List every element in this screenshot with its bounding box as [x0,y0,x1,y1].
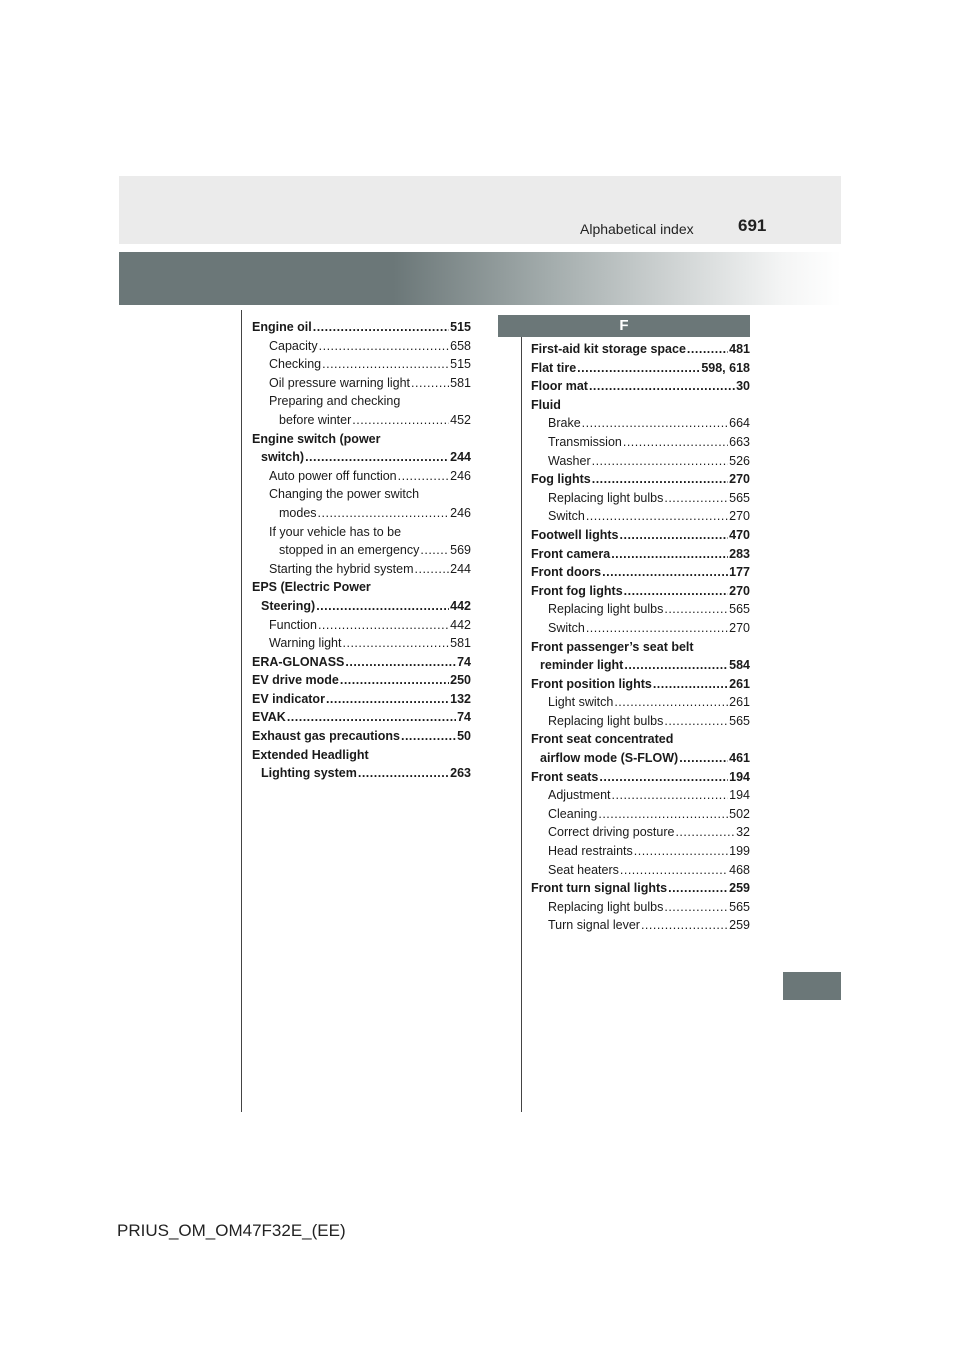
dot-leader [664,489,728,508]
index-page-number: 442 [450,598,471,613]
index-term: EV drive mode [252,673,339,688]
index-term: Seat heaters [548,862,619,877]
letter-heading: F [498,315,750,337]
index-page-number: 502 [729,806,750,821]
index-entry [531,861,750,880]
index-term: Footwell lights [531,527,619,542]
index-term: Turn signal lever [548,918,640,933]
index-term: Replacing light bulbs [548,899,664,914]
index-entry [531,433,750,452]
index-page-number: 246 [450,468,471,483]
index-term: Flat tire [531,360,577,375]
index-page-number: 263 [450,766,471,781]
index-entry [252,467,471,486]
index-page-number: 283 [729,546,750,561]
index-term: EPS (Electric Power [252,580,371,595]
index-page-number: 259 [729,918,750,933]
index-page-number: 199 [729,844,750,859]
index-entry [252,653,471,672]
index-term: Floor mat [531,379,588,394]
dot-leader [612,786,729,805]
index-term: Fluid [531,397,561,412]
index-entry [531,879,750,898]
index-entry [252,411,471,430]
dot-leader [305,448,449,467]
index-entry [531,823,750,842]
dot-leader [634,842,728,861]
dot-leader [664,600,728,619]
index-page-number: 658 [450,338,471,353]
index-term: Cleaning [548,806,598,821]
index-term: Front fog lights [531,583,623,598]
index-term: Warning light [269,636,342,651]
index-page-number: 565 [729,713,750,728]
index-entry [531,898,750,917]
dot-leader [415,560,450,579]
dot-leader [620,861,728,880]
index-page-number: 74 [457,710,471,725]
dot-leader [620,526,729,545]
index-page-number: 270 [729,472,750,487]
index-term: airflow mode (S-FLOW) [540,751,679,766]
index-term: Engine switch (power [252,431,381,446]
index-term: Light switch [548,695,614,710]
index-page-number: 194 [729,769,750,784]
index-entry [252,634,471,653]
index-page-number: 526 [729,453,750,468]
index-entry [531,916,750,935]
index-term: Lighting system [261,766,357,781]
section-side-tab [783,972,841,1000]
index-term: Front turn signal lights [531,881,668,896]
index-page-number: 132 [450,691,471,706]
index-page-number: 244 [450,561,471,576]
index-term: Transmission [548,434,622,449]
index-entry [531,768,750,787]
index-term: First-aid kit storage space [531,342,686,356]
index-entry [252,318,471,337]
dot-leader [401,727,456,746]
dot-leader [675,823,735,842]
index-term: before winter [279,412,352,427]
header-band [119,252,841,305]
index-entry [531,396,750,415]
index-term: Replacing light bulbs [548,602,664,617]
index-term: Changing the power switch [269,487,420,502]
index-term: Front camera [531,546,611,561]
dot-leader [313,318,449,337]
index-entry [252,485,471,504]
index-page-number: 565 [729,490,750,505]
dot-leader [326,690,449,709]
index-entry [252,355,471,374]
dot-leader [599,768,728,787]
index-entry [531,638,750,657]
index-page-number: 259 [729,881,750,896]
index-page-number: 515 [450,320,471,334]
dot-leader [586,619,728,638]
index-entry [252,578,471,597]
index-entry [531,656,750,675]
dot-leader [614,693,728,712]
dot-leader [687,340,728,359]
index-page-number: 261 [729,695,750,710]
index-entry [531,842,750,861]
index-page-number: 598, 618 [701,360,750,375]
index-term: modes [279,505,317,520]
index-term: Checking [269,357,322,372]
dot-leader [582,414,728,433]
dot-leader [623,433,728,452]
index-term: Oil pressure warning light [269,375,411,390]
index-entry [531,619,750,638]
dot-leader [322,355,449,374]
index-term: Fog lights [531,472,591,487]
index-entry [252,504,471,523]
index-page-number: 581 [450,636,471,651]
index-entry [531,359,750,378]
dot-leader [611,545,728,564]
index-term: Washer [548,453,591,468]
index-entry [252,727,471,746]
index-entry [531,786,750,805]
index-term: Exhaust gas precautions [252,729,400,744]
index-term: Switch [548,509,585,524]
dot-leader [316,597,449,616]
index-entry [252,597,471,616]
index-term: switch) [261,450,305,465]
index-page-number: 565 [729,602,750,617]
index-term: Adjustment [548,788,611,803]
dot-leader [287,708,456,727]
dot-leader [664,712,728,731]
index-entry [252,764,471,783]
dot-leader [352,411,449,430]
index-page-number: 74 [457,654,471,669]
index-entry [531,414,750,433]
dot-leader [340,671,449,690]
index-page-number: 270 [729,583,750,598]
dot-leader [598,805,728,824]
index-page-number: 261 [729,676,750,691]
index-entry [531,470,750,489]
index-page-number: 663 [729,434,750,449]
index-page-number: 569 [450,543,471,558]
index-page-number: 461 [729,751,750,766]
index-entry [531,693,750,712]
index-term: Extended Headlight [252,747,369,762]
index-entry [531,340,750,359]
index-term: Engine oil [252,320,312,334]
index-entry [252,708,471,727]
dot-leader [664,898,728,917]
dot-leader [589,377,735,396]
index-entry [531,582,750,601]
index-entry [531,675,750,694]
index-entry [252,337,471,356]
index-term: Front seat concentrated [531,732,674,747]
index-entry [531,712,750,731]
index-entry [531,730,750,749]
index-page-number: 584 [729,658,750,673]
index-entry [252,392,471,411]
index-term: Front doors [531,565,602,580]
index-term: Steering) [261,598,316,613]
index-term: stopped in an emergency [279,543,420,558]
index-entry [531,563,750,582]
dot-leader [398,467,450,486]
index-term: Replacing light bulbs [548,490,664,505]
index-page-number: 442 [450,617,471,632]
dot-leader [592,470,728,489]
index-term: Head restraints [548,844,633,859]
index-entry [252,374,471,393]
index-term: Correct driving posture [548,825,675,840]
index-page-number: 581 [450,375,471,390]
dot-leader [319,337,450,356]
index-page-number: 470 [729,527,750,542]
index-entry [531,526,750,545]
index-term: Capacity [269,338,318,353]
dot-leader [624,656,728,675]
index-term: Replacing light bulbs [548,713,664,728]
index-entry [252,523,471,542]
index-entry [531,805,750,824]
index-page-number: 270 [729,509,750,524]
index-page-number: 515 [450,357,471,372]
index-page-number: 270 [729,620,750,635]
index-page-number: 244 [450,450,471,465]
index-term: EV indicator [252,691,325,706]
index-page-number: 468 [729,862,750,877]
index-entry [531,507,750,526]
index-page-number: 177 [729,565,750,580]
index-term: EVAK [252,710,286,725]
index-page-number: 481 [729,342,750,356]
index-entry [252,671,471,690]
index-entry [531,377,750,396]
index-term: Front position lights [531,676,652,691]
index-page-number: 194 [729,788,750,803]
dot-leader [345,653,456,672]
index-term: If your vehicle has to be [269,524,402,539]
dot-leader [668,879,728,898]
index-page-number: 250 [450,673,471,688]
right-index-column [531,340,750,935]
dot-leader [343,634,450,653]
index-term: ERA-GLONASS [252,654,345,669]
dot-leader [577,359,700,378]
index-page-number: 32 [736,825,750,840]
dot-leader [679,749,728,768]
index-term: Front passenger’s seat belt [531,639,694,654]
index-entry [531,749,750,768]
dot-leader [624,582,728,601]
index-term: Brake [548,416,581,431]
left-index-column [252,318,471,783]
section-title: Alphabetical index [580,221,694,237]
dot-leader [586,507,728,526]
index-page-number: 565 [729,899,750,914]
index-entry [252,541,471,560]
header-bar [119,176,841,244]
index-term: Starting the hybrid system [269,561,414,576]
index-term: reminder light [540,658,624,673]
index-entry [252,448,471,467]
right-column-rule [521,316,522,1112]
index-entry [531,600,750,619]
index-page-number: 246 [450,505,471,520]
index-entry [252,560,471,579]
dot-leader [318,616,449,635]
page-number: 691 [738,216,767,235]
index-entry [252,616,471,635]
index-entry [531,452,750,471]
index-term: Auto power off function [269,468,397,483]
index-page-number: 50 [457,729,471,744]
dot-leader [318,504,450,523]
dot-leader [641,916,728,935]
index-page-number: 452 [450,412,471,427]
dot-leader [411,374,449,393]
dot-leader [653,675,728,694]
index-page-number: 664 [729,416,750,431]
dot-leader [602,563,728,582]
dot-leader [358,764,449,783]
left-column-rule [241,310,242,1112]
index-entry [252,746,471,765]
index-term: Function [269,617,317,632]
document-code: PRIUS_OM_OM47F32E_(EE) [117,1221,346,1240]
index-entry [252,690,471,709]
dot-leader [420,541,449,560]
index-term: Preparing and checking [269,394,401,409]
dot-leader [592,452,729,471]
index-page-number: 30 [736,379,750,394]
index-term: Switch [548,620,585,635]
index-entry [252,430,471,449]
index-entry [531,545,750,564]
index-entry [531,489,750,508]
index-term: Front seats [531,769,599,784]
